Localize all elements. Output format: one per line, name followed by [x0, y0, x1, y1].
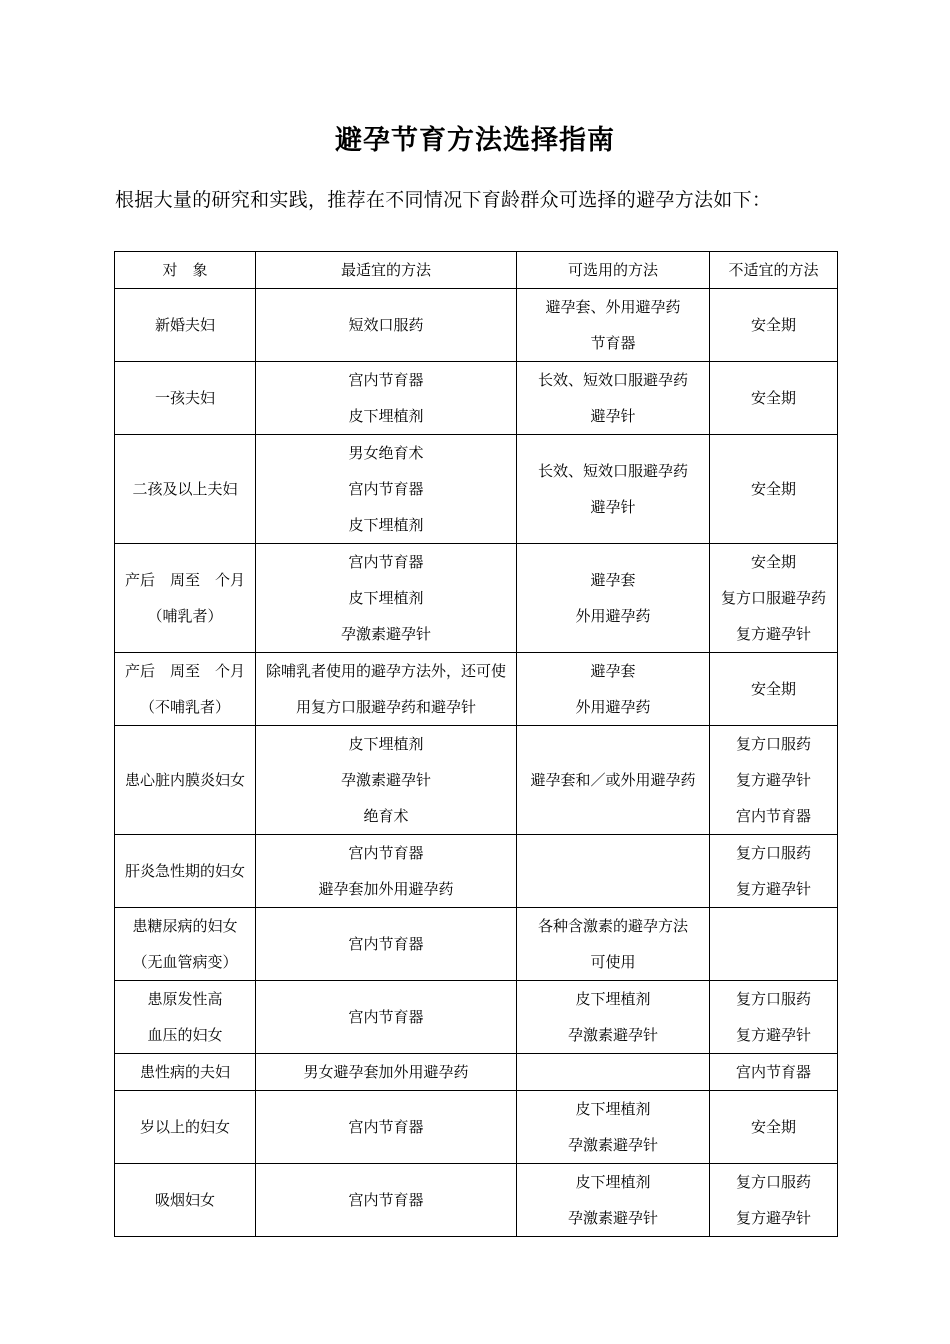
cell-line: 节育器: [590, 334, 636, 352]
cell-line: 复方避孕针: [735, 1209, 811, 1227]
table-row: [115, 1054, 838, 1091]
cell-subject: [115, 1091, 256, 1164]
table-row: [115, 908, 838, 981]
cell-line: 产后 周至 个月: [124, 662, 245, 680]
cell-line: 皮下埋植剂: [575, 1173, 651, 1191]
cell-line: 宫内节育器: [348, 1191, 424, 1209]
cell-line: 产后 周至 个月: [124, 571, 245, 589]
cell-line: 复方口服药: [735, 844, 811, 862]
cell-line: 复方避孕针: [735, 625, 811, 643]
cell-best-method: [256, 1164, 517, 1237]
cell-line: 宫内节育器: [348, 371, 424, 389]
cell-optional-method: [517, 1164, 710, 1237]
header-best: 最适宜的方法: [256, 252, 517, 289]
cell-line: 新婚夫妇: [154, 316, 215, 334]
cell-line: 患原发性高: [147, 990, 223, 1008]
cell-line: 孕激素避孕针: [567, 1026, 658, 1044]
cell-line: 宫内节育器: [735, 1063, 811, 1081]
cell-optional-method: [517, 1091, 710, 1164]
cell-line: 皮下埋植剂: [348, 589, 424, 607]
cell-optional-method: [517, 835, 710, 908]
cell-line: 复方避孕针: [735, 880, 811, 898]
table-row: [115, 289, 838, 362]
cell-line: 宫内节育器: [348, 1008, 424, 1026]
cell-line: 男女绝育术: [348, 444, 424, 462]
cell-line: （哺乳者）: [147, 607, 223, 625]
table-row: [115, 1164, 838, 1237]
cell-line: 皮下埋植剂: [575, 1100, 651, 1118]
cell-line: 宫内节育器: [348, 1118, 424, 1136]
cell-subject: [115, 362, 256, 435]
cell-unsuitable-method: [710, 1091, 838, 1164]
page-title: 避孕节育方法选择指南: [335, 125, 615, 156]
cell-line: 复方口服药: [735, 990, 811, 1008]
cell-unsuitable-method: [710, 908, 838, 981]
cell-line: 患心脏内膜炎妇女: [124, 771, 245, 789]
cell-line: 用复方口服避孕药和避孕针: [295, 698, 476, 716]
cell-line: 血压的妇女: [147, 1026, 223, 1044]
cell-line: 皮下埋植剂: [575, 990, 651, 1008]
cell-line: 避孕针: [590, 407, 636, 425]
cell-unsuitable-method: [710, 289, 838, 362]
cell-line: 安全期: [750, 389, 796, 407]
cell-line: 患性病的夫妇: [139, 1063, 230, 1081]
cell-line: 外用避孕药: [575, 607, 651, 625]
cell-line: 岁以上的妇女: [139, 1118, 230, 1136]
cell-line: 男女避孕套加外用避孕药: [303, 1063, 469, 1081]
cell-line: 皮下埋植剂: [348, 407, 424, 425]
cell-line: 皮下埋植剂: [348, 735, 424, 753]
cell-optional-method: [517, 726, 710, 835]
header-optional: 可选用的方法: [517, 252, 710, 289]
cell-best-method: [256, 908, 517, 981]
cell-subject: [115, 1164, 256, 1237]
cell-line: 避孕套、外用避孕药: [545, 298, 681, 316]
cell-subject: [115, 1054, 256, 1091]
cell-line: 安全期: [750, 480, 796, 498]
cell-line: 安全期: [750, 553, 796, 571]
cell-best-method: [256, 362, 517, 435]
table-row: [115, 981, 838, 1054]
cell-line: 患糖尿病的妇女: [132, 917, 238, 935]
header-subject: 对 象: [115, 252, 256, 289]
cell-line: 一孩夫妇: [154, 389, 215, 407]
cell-optional-method: [517, 289, 710, 362]
table-row: [115, 653, 838, 726]
cell-line: 可使用: [590, 953, 636, 971]
cell-subject: [115, 726, 256, 835]
cell-optional-method: [517, 653, 710, 726]
method-table-body: [115, 252, 838, 1237]
cell-subject: [115, 835, 256, 908]
cell-subject: [115, 981, 256, 1054]
cell-line: 避孕套: [590, 662, 636, 680]
cell-line: 宫内节育器: [348, 844, 424, 862]
cell-best-method: [256, 726, 517, 835]
cell-line: 复方口服避孕药: [720, 589, 826, 607]
table-row: [115, 1091, 838, 1164]
cell-unsuitable-method: [710, 1164, 838, 1237]
cell-line: 避孕套: [590, 571, 636, 589]
cell-line: 短效口服药: [348, 316, 424, 334]
cell-unsuitable-method: [710, 726, 838, 835]
cell-line: 安全期: [750, 1118, 796, 1136]
cell-unsuitable-method: [710, 362, 838, 435]
cell-unsuitable-method: [710, 653, 838, 726]
cell-line: 宫内节育器: [735, 807, 811, 825]
table-row: [115, 835, 838, 908]
cell-line: 宫内节育器: [348, 935, 424, 953]
method-table: [114, 251, 838, 1237]
table-header-row: [115, 252, 838, 289]
cell-line: 二孩及以上夫妇: [132, 480, 238, 498]
cell-line: 安全期: [750, 680, 796, 698]
cell-line: 宫内节育器: [348, 553, 424, 571]
cell-line: 肝炎急性期的妇女: [124, 862, 245, 880]
cell-unsuitable-method: [710, 544, 838, 653]
cell-subject: [115, 544, 256, 653]
cell-optional-method: [517, 435, 710, 544]
cell-best-method: [256, 544, 517, 653]
cell-line: 安全期: [750, 316, 796, 334]
cell-line: 避孕针: [590, 498, 636, 516]
cell-line: 复方避孕针: [735, 1026, 811, 1044]
cell-line: 孕激素避孕针: [340, 771, 431, 789]
cell-line: 长效、短效口服避孕药: [537, 462, 688, 480]
cell-line: 孕激素避孕针: [567, 1136, 658, 1154]
cell-line: 复方避孕针: [735, 771, 811, 789]
table-row: [115, 435, 838, 544]
cell-line: 孕激素避孕针: [567, 1209, 658, 1227]
cell-best-method: [256, 1091, 517, 1164]
cell-line: （不哺乳者）: [139, 698, 230, 716]
table-row: [115, 362, 838, 435]
cell-unsuitable-method: [710, 981, 838, 1054]
cell-line: 避孕套加外用避孕药: [318, 880, 454, 898]
cell-optional-method: [517, 362, 710, 435]
cell-best-method: [256, 835, 517, 908]
cell-line: 宫内节育器: [348, 480, 424, 498]
cell-best-method: [256, 289, 517, 362]
cell-unsuitable-method: [710, 835, 838, 908]
cell-unsuitable-method: [710, 435, 838, 544]
cell-best-method: [256, 981, 517, 1054]
cell-line: 避孕套和／或外用避孕药: [530, 771, 696, 789]
cell-line: （无血管病变）: [132, 953, 238, 971]
intro-text: 根据大量的研究和实践，推荐在不同情况下育龄群众可选择的避孕方法如下：: [115, 189, 772, 211]
cell-line: 复方口服药: [735, 735, 811, 753]
cell-line: 吸烟妇女: [154, 1191, 215, 1209]
cell-line: 皮下埋植剂: [348, 516, 424, 534]
cell-line: 长效、短效口服避孕药: [537, 371, 688, 389]
cell-subject: [115, 289, 256, 362]
cell-subject: [115, 435, 256, 544]
header-unsuitable: 不适宜的方法: [710, 252, 838, 289]
cell-optional-method: [517, 1054, 710, 1091]
cell-optional-method: [517, 981, 710, 1054]
table-row: [115, 726, 838, 835]
cell-line: 除哺乳者使用的避孕方法外，还可使: [265, 662, 506, 680]
cell-best-method: [256, 1054, 517, 1091]
cell-line: 孕激素避孕针: [340, 625, 431, 643]
cell-line: 各种含激素的避孕方法: [537, 917, 688, 935]
cell-subject: [115, 908, 256, 981]
cell-optional-method: [517, 544, 710, 653]
cell-optional-method: [517, 908, 710, 981]
table-row: [115, 544, 838, 653]
cell-subject: [115, 653, 256, 726]
cell-line: 绝育术: [363, 807, 409, 825]
cell-unsuitable-method: [710, 1054, 838, 1091]
cell-line: 外用避孕药: [575, 698, 651, 716]
cell-line: 复方口服药: [735, 1173, 811, 1191]
cell-best-method: [256, 435, 517, 544]
cell-best-method: [256, 653, 517, 726]
